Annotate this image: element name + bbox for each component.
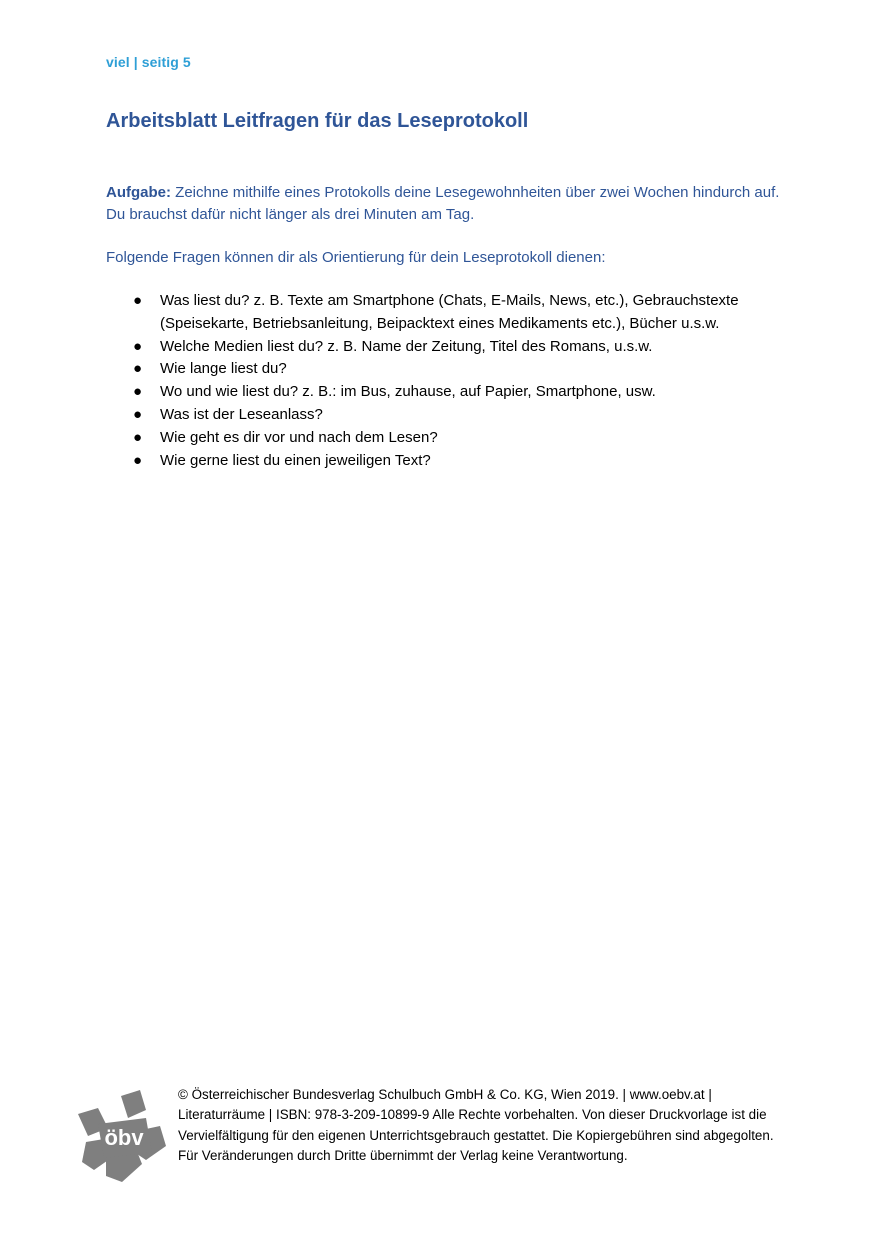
question-list [106, 290, 796, 472]
bullet-icon: ● [133, 383, 143, 401]
task-text: Zeichne mithilfe eines Protokolls deine Lesegewohnheiten über zwei Wochen hindurch auf. Du brauchst dafür nicht länger als drei Minuten am Tag. [106, 184, 780, 223]
page-title: Arbeitsblatt Leitfragen für das Leseprotokoll [106, 110, 529, 132]
page-header: viel | seitig 5 [106, 54, 191, 70]
bullet-icon: ● [133, 428, 143, 446]
task-paragraph [106, 182, 786, 226]
bullet-icon: ● [133, 451, 143, 469]
list-item-text: Wo und wie liest du? z. B.: im Bus, zuhause, auf Papier, Smartphone, usw. [160, 383, 656, 401]
list-item [106, 450, 796, 473]
list-item [106, 381, 796, 404]
list-item-text: Wie geht es dir vor und nach dem Lesen? [160, 428, 438, 446]
list-item-text: Was ist der Leseanlass? [160, 405, 323, 423]
logo-text: öbv [104, 1125, 144, 1150]
task-label: Aufgabe: [106, 184, 171, 201]
list-item [106, 336, 796, 359]
list-item-text: Was liest du? z. B. Texte am Smartphone (Chats, E-Mails, News, etc.), Gebrauchstexte (Speisekarte, Betriebsanleitung, Beipacktext eines Medikaments etc.), Bücher u.s.w. [160, 292, 739, 332]
list-item [106, 358, 796, 381]
bullet-icon: ● [133, 292, 143, 309]
footer-copyright: © Österreichischer Bundesverlag Schulbuch GmbH & Co. KG, Wien 2019. | www.oebv.at | Literaturräume | ISBN: 978-3-209-10899-9 Alle Rechte vorbehalten. Von dieser Druckvorlage ist die Vervielfältigung für den eigenen Unterrichtsgebrauch gestattet. Die Kopiergebühren sind abgegolten. Für Veränderungen durch Dritte übernimmt der Verlag keine Verantwortung. [178, 1087, 774, 1164]
list-item [106, 404, 796, 427]
bullet-icon: ● [133, 360, 143, 378]
list-item [106, 427, 796, 450]
list-item-text: Wie lange liest du? [160, 360, 287, 378]
list-item-text: Wie gerne liest du einen jeweiligen Text? [160, 451, 431, 469]
oebv-logo-icon [76, 1088, 168, 1184]
bullet-icon: ● [133, 405, 143, 423]
list-item-text: Welche Medien liest du? z. B. Name der Zeitung, Titel des Romans, u.s.w. [160, 337, 653, 355]
intro-text: Folgende Fragen können dir als Orientierung für dein Leseprotokoll dienen: [106, 249, 606, 266]
list-item [106, 290, 796, 336]
bullet-icon: ● [133, 337, 143, 355]
